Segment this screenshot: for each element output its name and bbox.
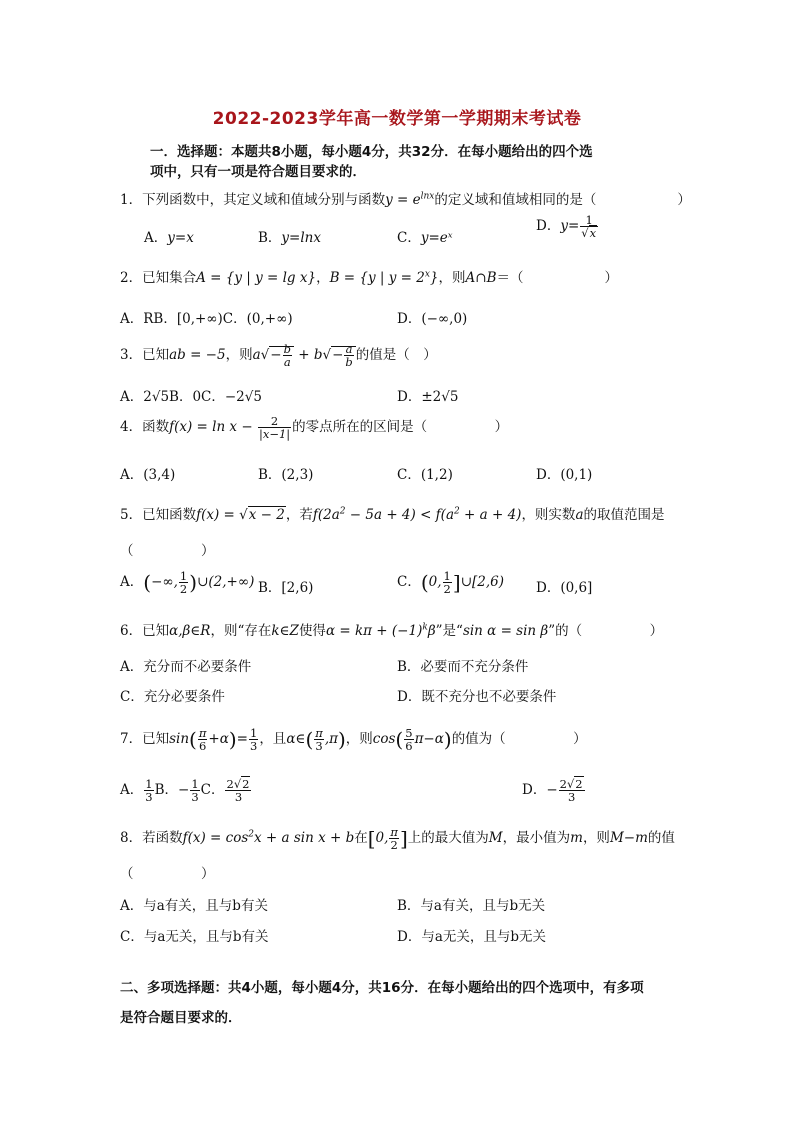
q1-option-c: C．y=eˣ bbox=[397, 230, 453, 246]
q1-formula: $y = e^{lnx}$ bbox=[385, 191, 435, 208]
exam-title: 2022-2023学年高一数学第一学期期末考试卷 bbox=[212, 109, 582, 129]
q1-option-d: D．y= $\frac{1}{√x}$ bbox=[536, 213, 597, 241]
question-7-stem: 7．已知sin( $\frac{\pi}{6}$ +α)= $\frac{1}{3}$ ，且α∈( $\frac{\pi}{3}$ ,π)，则cos( $\frac{5}{6}$ π−α)的值为（ ） bbox=[120, 726, 587, 754]
q6-option-b: B．必要而不充分条件 bbox=[397, 659, 529, 675]
q5-option-a: A．(−∞, $\frac{1}{2}$ )∪(2,+∞) bbox=[120, 569, 255, 597]
q3-options-abc: A．2√5B．0C．−2√5 bbox=[120, 389, 262, 405]
q4-option-c: C．(1,2) bbox=[397, 467, 453, 483]
q2-set-a: A = {y | y = lg x} bbox=[196, 270, 317, 286]
section2-heading-line2: 是符合题目要求的． bbox=[120, 1010, 242, 1026]
q6-option-a: A．充分而不必要条件 bbox=[120, 659, 252, 675]
q5-option-b: B．[2,6) bbox=[258, 580, 314, 596]
section1-heading-line1: 一．选择题：本题共8小题，每小题4分，共32分．在每小题给出的四个选 bbox=[150, 144, 593, 160]
q8-option-a: A．与a有关，且与b有关 bbox=[120, 898, 268, 914]
q8-option-c: C．与a无关，且与b有关 bbox=[120, 929, 269, 945]
question-8-stem: 8．若函数$f(x) = \cos^2x + a$ sin x + b在[0, $\frac{\pi}{2}$ ]上的最大值为M，最小值为m，则M−m的值 bbox=[120, 825, 675, 853]
q4-option-d: D．(0,1) bbox=[536, 467, 593, 483]
q6-option-d: D．既不充分也不必要条件 bbox=[397, 689, 557, 705]
q8-option-d: D．与a无关，且与b无关 bbox=[397, 929, 547, 945]
q7-option-d: D．− $\frac{2√2}{3}$ bbox=[522, 777, 583, 805]
question-1-stem: 1．下列函数中，其定义域和值域分别与函数$y = e^{lnx}$的定义域和值域相同的是（ ） bbox=[120, 191, 691, 208]
q8-option-b: B．与a有关，且与b无关 bbox=[397, 898, 546, 914]
q5-option-d: D．(0,6] bbox=[536, 580, 593, 596]
question-4-stem: 4．函数f(x) = ln x − $\frac{2}{|x-1|}$ 的零点所在的区间是（ ） bbox=[120, 414, 509, 442]
section1-heading-line2: 项中，只有一项是符合题目要求的． bbox=[150, 164, 366, 180]
q6-option-c: C．充分必要条件 bbox=[120, 689, 225, 705]
q7-options-abc: A． $\frac{1}{3}$ B．− $\frac{1}{3}$ C． $\frac{2√2}{3}$ bbox=[120, 777, 250, 805]
q4-option-b: B．(2,3) bbox=[258, 467, 314, 483]
q5-option-c: C．(0, $\frac{1}{2}$ ]∪[2,6) bbox=[397, 569, 505, 597]
question-5-stem: 5．已知函数f(x) = √x − 2，若$f(2a^2 - 5a + 4) < f(a^2 + a + 4)$，则实数a的取值范围是 bbox=[120, 506, 665, 523]
q5-answer-paren: （ ） bbox=[120, 543, 215, 559]
q2-option-d: D．(−∞,0) bbox=[397, 311, 468, 327]
q3-option-d: D．±2√5 bbox=[397, 389, 459, 405]
q4-option-a: A．(3,4) bbox=[120, 467, 176, 483]
q8-answer-paren: （ ） bbox=[120, 866, 215, 882]
question-6-stem: 6．已知α,β∈R，则“存在k∈Z使得$\alpha = k\pi + (-1)^k\beta$”是“sin α = sin β”的（ ） bbox=[120, 622, 664, 639]
q2-set-b: B = {y | $y = 2^x$} bbox=[329, 269, 439, 286]
question-2-stem: 2．已知集合A = {y | y = lg x}，B = {y | $y = 2^x$}，则A∩B＝（ ） bbox=[120, 269, 618, 286]
section2-heading-line1: 二、多项选择题：共4小题，每小题4分，共16分．在每小题给出的四个选项中，有多项 bbox=[120, 980, 644, 996]
q1-option-a: A．y=x bbox=[144, 230, 194, 246]
q2-options-abc: A．RB．[0,+∞)C．(0,+∞) bbox=[120, 311, 293, 327]
q1-option-b: B．y=lnx bbox=[258, 230, 321, 246]
question-3-stem: 3．已知ab = −5，则a√− $\frac{b}{a}$ + b√− $\frac{a}{b}$ 的值是（ ） bbox=[120, 342, 437, 370]
